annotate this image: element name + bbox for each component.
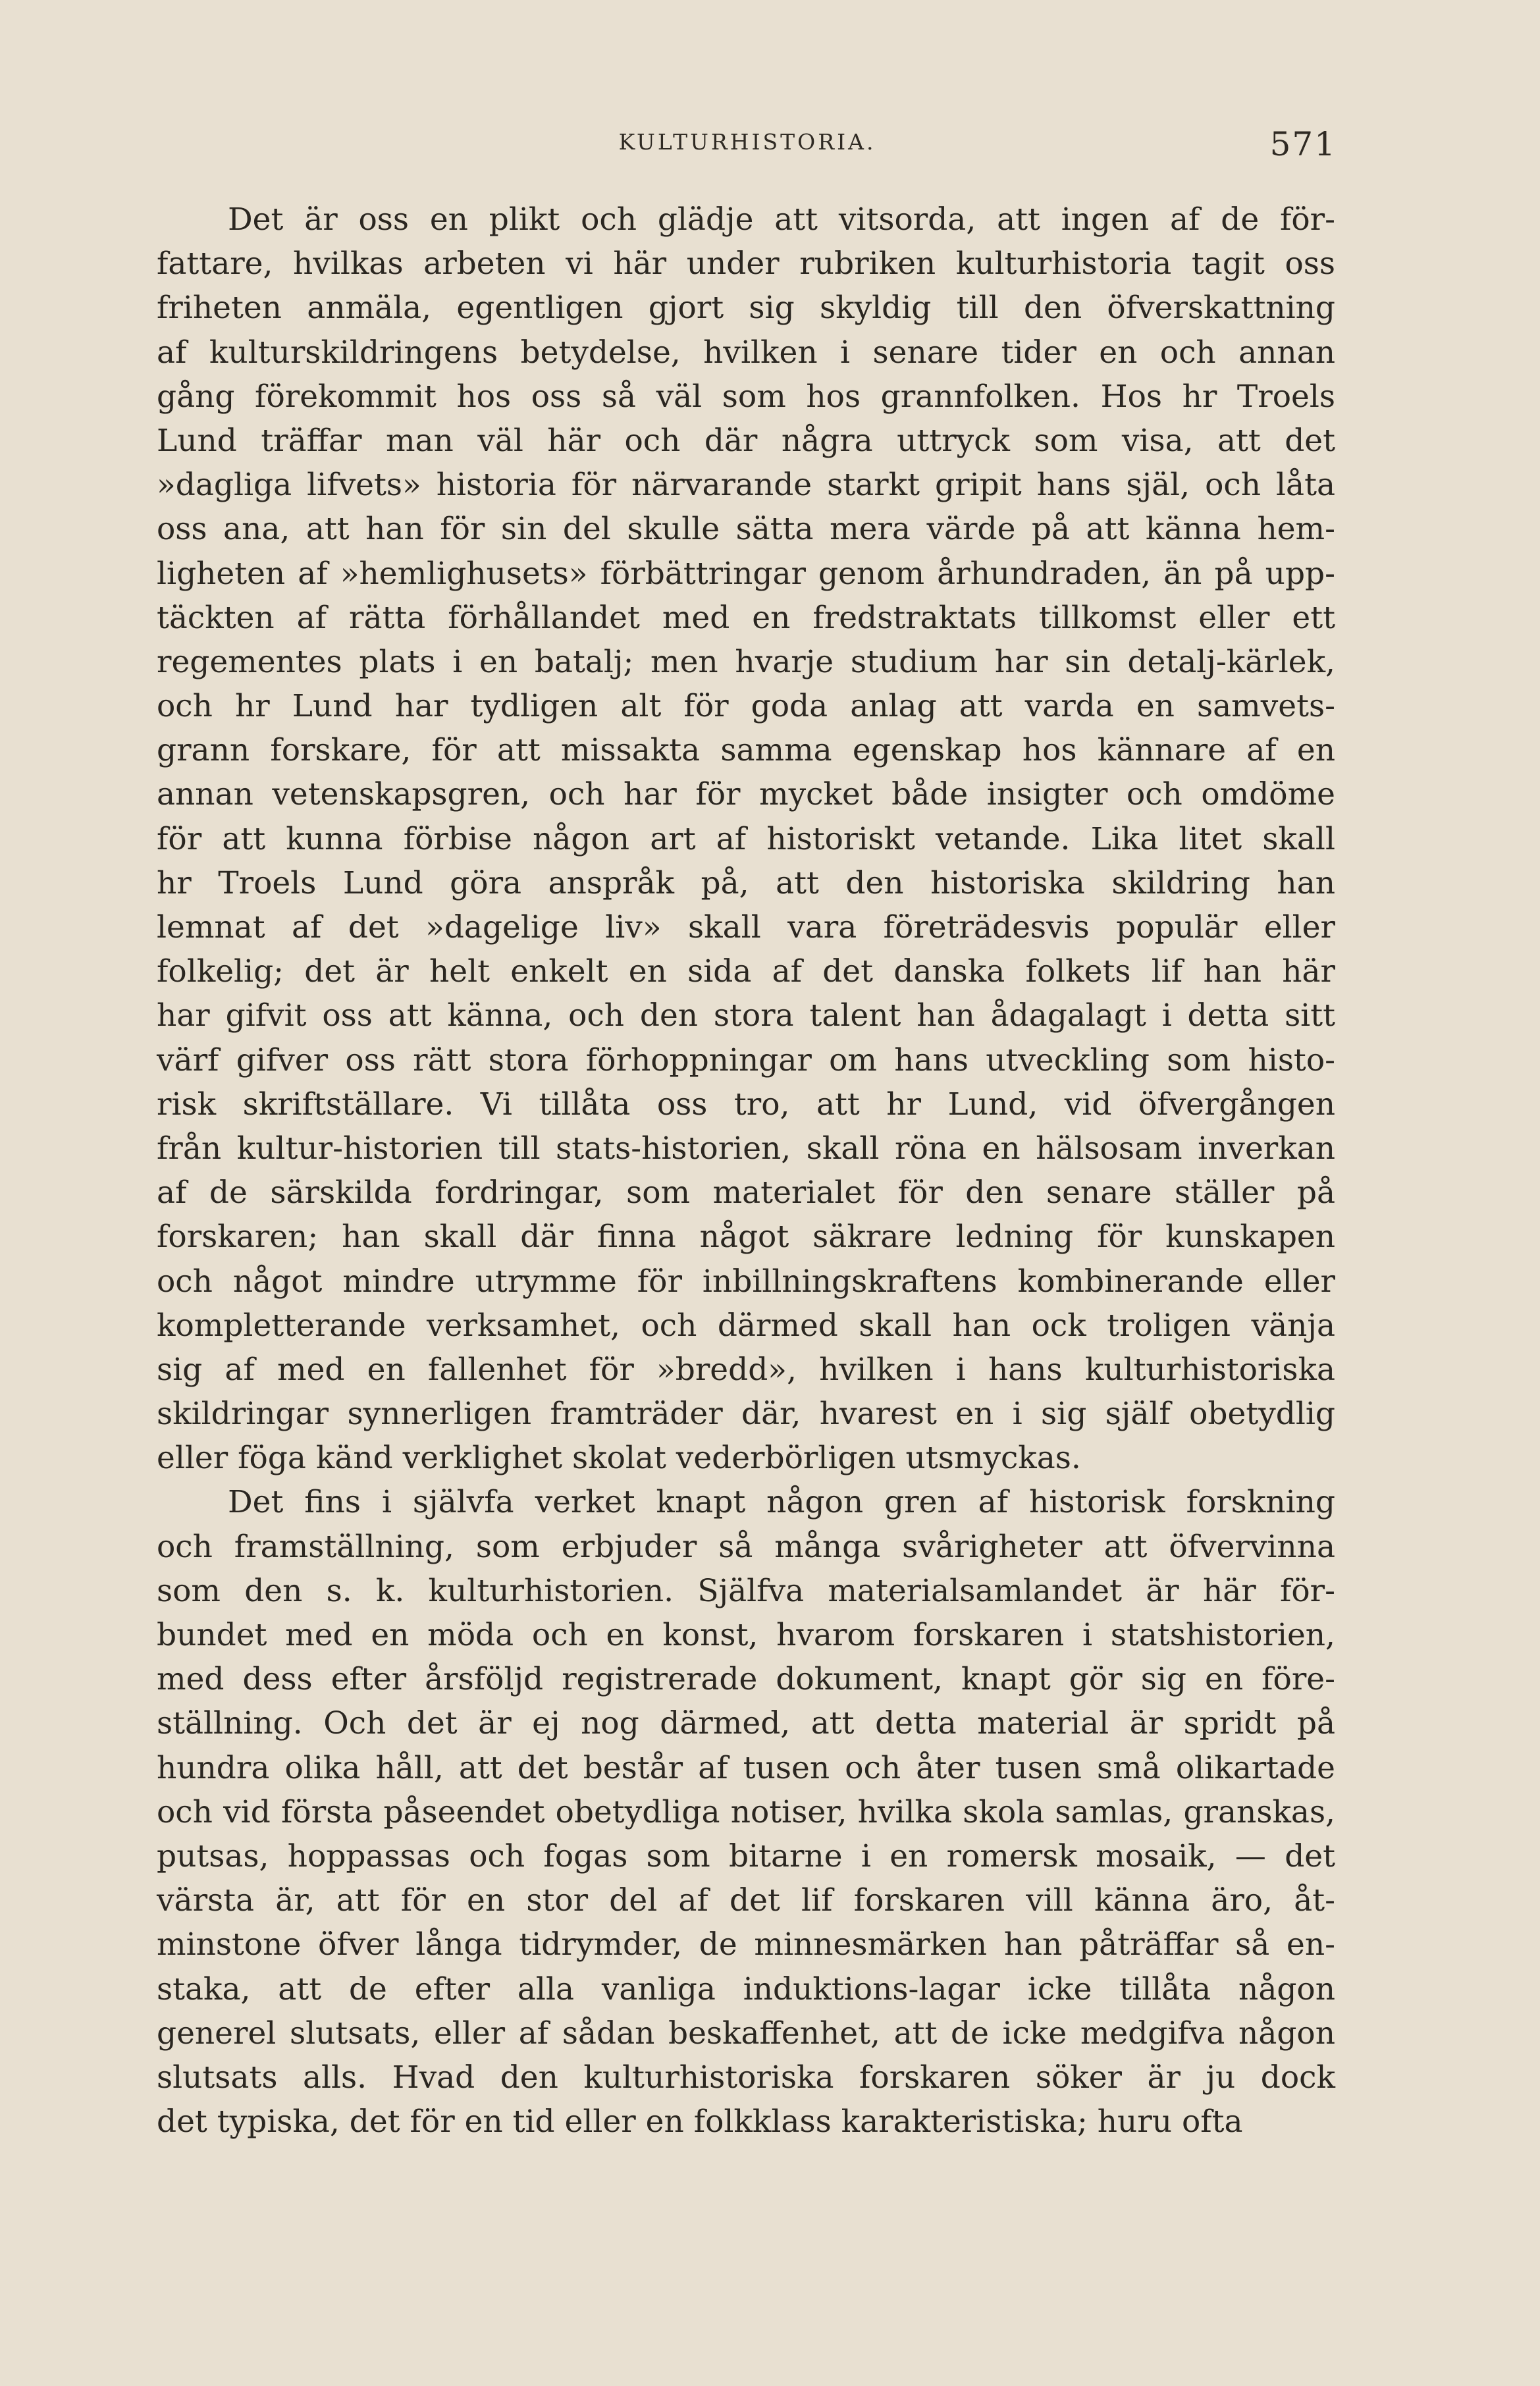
text-line: från kultur-historien till stats-historien, skall röna en hälsosam inverkan bbox=[157, 1130, 1335, 1167]
text-line: har gifvit oss att känna, och den stora talent han ådagalagt i detta sitt bbox=[157, 997, 1335, 1034]
text-line: som den s. k. kulturhistorien. Själfva materialsamlandet är här för- bbox=[157, 1572, 1335, 1609]
text-line: och något mindre utrymme för inbillningskraftens kombinerande eller bbox=[157, 1263, 1335, 1300]
text-line: fattare, hvilkas arbeten vi här under rubriken kulturhistoria tagit oss bbox=[157, 246, 1335, 282]
text-line: friheten anmäla, egentligen gjort sig skyldig till den öfverskattning bbox=[157, 290, 1335, 327]
text-line: och framställning, som erbjuder så många svårigheter att öfvervinna bbox=[157, 1528, 1335, 1565]
text-line: värf gifver oss rätt stora förhoppningar om hans utveckling som histo- bbox=[157, 1042, 1335, 1078]
text-line: ställning. Och det är ej nog därmed, att detta material är spridt på bbox=[157, 1705, 1335, 1742]
text-line: eller föga känd verklighet skolat vederbörligen utsmyckas. bbox=[157, 1440, 1081, 1477]
text-line: putsas, hoppassas och fogas som bitarne i en romersk mosaik, — det bbox=[157, 1838, 1335, 1874]
text-line: Det fins i självfa verket knapt någon gren af historisk forskning bbox=[228, 1484, 1335, 1521]
text-line: lemnat af det »dagelige liv» skall vara företrädesvis populär eller bbox=[157, 909, 1335, 945]
page-number: 571 bbox=[1269, 125, 1337, 163]
text-line: staka, att de efter alla vanliga induktions-lagar icke tillåta någon bbox=[157, 1971, 1335, 2007]
text-line: Lund träffar man väl här och där några uttryck som visa, att det bbox=[157, 422, 1335, 459]
text-line: hundra olika håll, att det består af tusen och åter tusen små olikartade bbox=[157, 1749, 1335, 1786]
paragraph bbox=[157, 198, 1335, 1480]
text-line: ligheten af »hemlighusets» förbättringar genom århundraden, än på upp- bbox=[157, 555, 1335, 592]
text-line: risk skriftställare. Vi tillåta oss tro, att hr Lund, vid öfvergången bbox=[157, 1086, 1335, 1123]
text-line: annan vetenskapsgren, och har för mycket både insigter och omdöme bbox=[157, 776, 1335, 813]
text-line: minstone öfver långa tidrymder, de minnesmärken han påträffar så en- bbox=[157, 1926, 1335, 1963]
text-line: med dess efter årsföljd registrerade dokument, knapt gör sig en före- bbox=[157, 1661, 1335, 1698]
text-line: skildringar synnerligen framträder där, hvarest en i sig själf obetydlig bbox=[157, 1396, 1335, 1433]
text-line: och hr Lund har tydligen alt för goda anlag att varda en samvets- bbox=[157, 688, 1335, 725]
text-line: och vid första påseendet obetydliga notiser, hvilka skola samlas, granskas, bbox=[157, 1793, 1335, 1830]
text-line: slutsats alls. Hvad den kulturhistoriska forskaren söker är ju dock bbox=[157, 2059, 1335, 2096]
text-line: forskaren; han skall där finna något säkrare ledning för kunskapen bbox=[157, 1219, 1335, 1256]
text-line: det typiska, det för en tid eller en folkklass karakteristiska; huru ofta bbox=[157, 2104, 1243, 2140]
text-line: oss ana, att han för sin del skulle sätta mera värde på att känna hem- bbox=[157, 511, 1335, 548]
text-line: af kulturskildringens betydelse, hvilken i senare tider en och annan bbox=[157, 334, 1335, 371]
text-line: bundet med en möda och en konst, hvarom forskaren i statshistorien, bbox=[157, 1617, 1335, 1653]
running-head bbox=[158, 125, 1337, 163]
text-line: för att kunna förbise någon art af historiskt vetande. Lika litet skall bbox=[157, 820, 1335, 857]
running-title: KULTURHISTORIA. bbox=[618, 129, 876, 155]
text-line: generel slutsats, eller af sådan beskaffenhet, att de icke medgifva någon bbox=[157, 2015, 1335, 2052]
text-line: gång förekommit hos oss så väl som hos grannfolken. Hos hr Troels bbox=[157, 378, 1335, 415]
text-line: värsta är, att för en stor del af det lif forskaren vill känna äro, åt- bbox=[157, 1882, 1335, 1919]
paragraph bbox=[157, 1480, 1335, 2144]
text-line: folkelig; det är helt enkelt en sida af det danska folkets lif han här bbox=[157, 953, 1335, 990]
text-line: grann forskare, för att missakta samma egenskap hos kännare af en bbox=[157, 732, 1335, 769]
text-line: sig af med en fallenhet för »bredd», hvilken i hans kulturhistoriska bbox=[157, 1351, 1335, 1388]
body-text bbox=[157, 198, 1335, 2144]
text-line: täckten af rätta förhållandet med en fredstraktats tillkomst eller ett bbox=[157, 599, 1335, 636]
text-line: af de särskilda fordringar, som materialet för den senare ställer på bbox=[157, 1175, 1335, 1211]
text-line: Det är oss en plikt och glädje att vitsorda, att ingen af de för- bbox=[228, 201, 1335, 238]
text-line: »dagliga lifvets» historia för närvarande starkt gripit hans själ, och låta bbox=[157, 467, 1335, 504]
text-line: hr Troels Lund göra anspråk på, att den historiska skildring han bbox=[157, 864, 1335, 901]
text-line: kompletterande verksamhet, och därmed skall han ock troligen vänja bbox=[157, 1307, 1335, 1344]
text-line: regementes plats i en batalj; men hvarje studium har sin detalj-kärlek, bbox=[157, 643, 1335, 680]
